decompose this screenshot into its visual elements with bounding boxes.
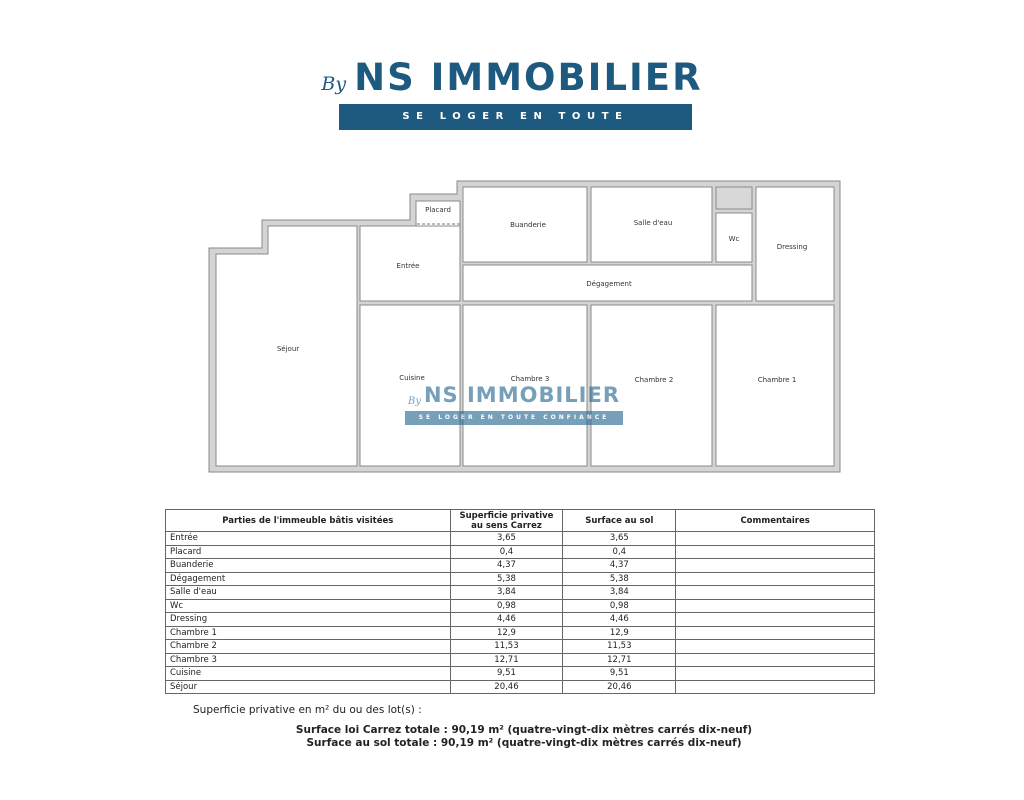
row-name: Dressing: [166, 613, 451, 627]
label-dressing: Dressing: [776, 243, 808, 251]
sol-total: Surface au sol totale : 90,19 m² (quatre-vingt-dix mètres carrés dix-neuf): [306, 737, 742, 749]
row-sol: 0,98: [563, 599, 676, 613]
table-header-row: [166, 510, 875, 532]
row-sol: 4,37: [563, 559, 676, 573]
row-comment: [676, 572, 875, 586]
row-name: Dégagement: [166, 572, 451, 586]
header-parts: Parties de l'immeuble bâtis visitées: [166, 510, 451, 532]
row-name: Buanderie: [166, 559, 451, 573]
logo-name: NS IMMOBILIER: [354, 56, 703, 99]
row-sol: 4,46: [563, 613, 676, 627]
area-table: [165, 509, 875, 694]
row-comment: [676, 680, 875, 694]
row-name: Chambre 3: [166, 653, 451, 667]
row-name: Chambre 1: [166, 626, 451, 640]
row-comment: [676, 586, 875, 600]
table-row: [166, 613, 875, 627]
row-sol: 12,9: [563, 626, 676, 640]
row-sol: 5,38: [563, 572, 676, 586]
room-shaft: [716, 187, 752, 209]
label-sejour: Séjour: [276, 345, 300, 353]
room-chambre-1: [716, 305, 834, 466]
label-cuisine: Cuisine: [399, 374, 425, 382]
logo-tagline: SE LOGER EN TOUTE CONFIANCE: [339, 104, 692, 130]
table-row: [166, 532, 875, 546]
row-name: Placard: [166, 545, 451, 559]
table-row: [166, 667, 875, 681]
table-row: [166, 653, 875, 667]
label-placard: Placard: [425, 206, 451, 214]
row-comment: [676, 545, 875, 559]
row-comment: [676, 532, 875, 546]
row-carrez: 3,65: [450, 532, 563, 546]
carrez-total: Surface loi Carrez totale : 90,19 m² (quatre-vingt-dix mètres carrés dix-neuf): [295, 724, 753, 736]
row-carrez: 3,84: [450, 586, 563, 600]
room-chambre-3: [463, 305, 587, 466]
row-name: Wc: [166, 599, 451, 613]
row-comment: [676, 559, 875, 573]
label-wc: Wc: [728, 235, 740, 243]
row-carrez: 0,4: [450, 545, 563, 559]
row-comment: [676, 653, 875, 667]
row-comment: [676, 626, 875, 640]
row-carrez: 4,46: [450, 613, 563, 627]
row-sol: 9,51: [563, 667, 676, 681]
table-row: [166, 640, 875, 654]
row-carrez: 9,51: [450, 667, 563, 681]
row-carrez: 11,53: [450, 640, 563, 654]
room-cuisine: [360, 305, 460, 466]
row-carrez: 12,71: [450, 653, 563, 667]
row-comment: [676, 613, 875, 627]
summary-totals: [0, 724, 1024, 750]
header-carrez: Superficie privative au sens Carrez: [450, 510, 563, 532]
table-row: [166, 559, 875, 573]
table-row: [166, 545, 875, 559]
row-sol: 3,65: [563, 532, 676, 546]
header-comments: Commentaires: [676, 510, 875, 532]
table-row: [166, 680, 875, 694]
row-carrez: 5,38: [450, 572, 563, 586]
label-salle-eau: Salle d'eau: [633, 219, 673, 227]
label-chambre-2: Chambre 2: [634, 376, 674, 384]
row-sol: 20,46: [563, 680, 676, 694]
table-row: [166, 599, 875, 613]
row-name: Entrée: [166, 532, 451, 546]
summary-intro: Superficie privative en m² du ou des lot(s) :: [193, 704, 422, 716]
row-sol: 3,84: [563, 586, 676, 600]
watermark-tagline: SE LOGER EN TOUTE CONFIANCE: [405, 411, 623, 425]
label-buanderie: Buanderie: [510, 221, 546, 229]
row-sol: 12,71: [563, 653, 676, 667]
table-row: [166, 572, 875, 586]
label-chambre-3: Chambre 3: [510, 375, 550, 383]
room-chambre-2: [591, 305, 712, 466]
row-sol: 11,53: [563, 640, 676, 654]
row-comment: [676, 667, 875, 681]
row-sol: 0,4: [563, 545, 676, 559]
row-comment: [676, 640, 875, 654]
label-entree: Entrée: [396, 262, 420, 270]
watermark-by-text: By: [407, 396, 421, 407]
row-name: Salle d'eau: [166, 586, 451, 600]
table-row: [166, 586, 875, 600]
logo-by-text: By: [321, 73, 347, 95]
table-row: [166, 626, 875, 640]
header-sol: Surface au sol: [563, 510, 676, 532]
label-degagement: Dégagement: [586, 280, 632, 288]
row-name: Séjour: [166, 680, 451, 694]
watermark-name: NS IMMOBILIER: [423, 383, 620, 407]
row-carrez: 20,46: [450, 680, 563, 694]
row-carrez: 0,98: [450, 599, 563, 613]
row-carrez: 4,37: [450, 559, 563, 573]
row-comment: [676, 599, 875, 613]
row-carrez: 12,9: [450, 626, 563, 640]
label-chambre-1: Chambre 1: [757, 376, 797, 384]
row-name: Chambre 2: [166, 640, 451, 654]
row-name: Cuisine: [166, 667, 451, 681]
